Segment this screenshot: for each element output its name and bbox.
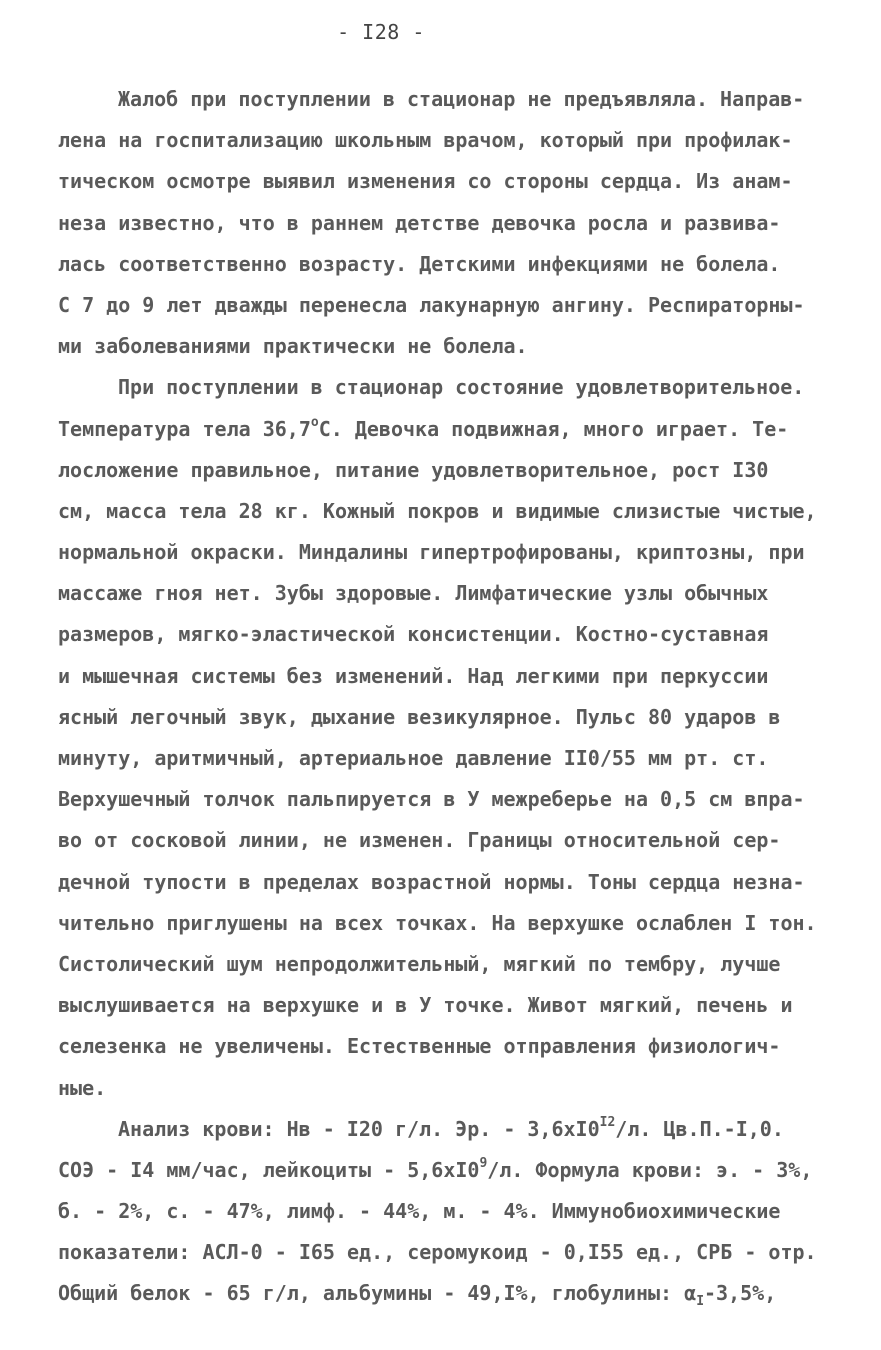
superscript: о bbox=[310, 414, 319, 430]
text-line: неза известно, что в раннем детстве девочка росла и развива- bbox=[58, 210, 781, 235]
text-line: лась соответственно возрасту. Детскими инфекциями не болела. bbox=[58, 251, 781, 276]
text-line: дечной тупости в пределах возрастной нормы. Тоны сердца незна- bbox=[58, 869, 805, 894]
text-line: Верхушечный толчок пальпируется в У межреберье на 0,5 см впра- bbox=[58, 787, 805, 812]
text-line-leukocytes bbox=[58, 1150, 838, 1191]
text-fragment: /л. Цв.П.-I,0. bbox=[615, 1116, 784, 1141]
text-fragment: СОЭ - I4 мм/час, лейкоциты - 5,6хI0 bbox=[58, 1157, 480, 1182]
text-line: размеров, мягко-эластической консистенции. Костно-суставная bbox=[58, 622, 769, 647]
text-line: см, масса тела 28 кг. Кожный покров и видимые слизистые чистые, bbox=[58, 498, 817, 523]
text-line: массаже гноя нет. Зубы здоровые. Лимфатические узлы обычных bbox=[58, 581, 769, 606]
text-line: ми заболеваниями практически не болела. bbox=[58, 334, 528, 359]
text-fragment: Анализ крови: Нв - I20 г/л. Эр. - 3,6хI0 bbox=[118, 1116, 600, 1141]
superscript: 9 bbox=[479, 1156, 488, 1172]
text-line: чительно приглушены на всех точках. На верхушке ослаблен I тон. bbox=[58, 910, 817, 935]
document-body bbox=[58, 79, 838, 1315]
text-line: б. - 2%, с. - 47%, лимф. - 44%, м. - 4%. Иммунобиохимические bbox=[58, 1199, 781, 1224]
text-line: минуту, аритмичный, артериальное давление II0/55 мм рт. ст. bbox=[58, 746, 769, 770]
text-line: ные. bbox=[58, 1075, 107, 1100]
text-line: нормальной окраски. Миндалины гипертрофированы, криптозны, при bbox=[58, 540, 805, 565]
text-fragment: Общий белок - 65 г/л, альбумины - 49,I%, глобулины: bbox=[58, 1281, 685, 1306]
text-line: При поступлении в стационар состояние удовлетворительное. bbox=[118, 375, 805, 400]
text-line-temperature bbox=[58, 409, 838, 450]
text-line: выслушивается на верхушке и в У точке. Живот мягкий, печень и bbox=[58, 993, 793, 1018]
subscript: I bbox=[696, 1294, 705, 1310]
text-line: во от сосковой линии, не изменен. Границы относительной сер- bbox=[58, 828, 781, 853]
text-fragment: -3,5%, bbox=[704, 1281, 777, 1306]
text-line: лосложение правильное, питание удовлетворительное, рост I30 bbox=[58, 457, 769, 482]
text-fragment: /л. Формула крови: э. - 3%, bbox=[487, 1157, 813, 1182]
text-line-globulins bbox=[58, 1273, 838, 1314]
text-line: лена на госпитализацию школьным врачом, который при профилак- bbox=[58, 128, 793, 153]
text-line: селезенка не увеличены. Естественные отправления физиологич- bbox=[58, 1034, 781, 1059]
text-line: тическом осмотре выявил изменения со стороны сердца. Из анам- bbox=[58, 169, 793, 194]
text-line: ясный легочный звук, дыхание везикулярное. Пульс 80 ударов в bbox=[58, 704, 781, 729]
alpha-symbol: α bbox=[684, 1281, 697, 1306]
text-line: показатели: АСЛ-0 - I65 ед., серомукоид - 0,I55 ед., СРБ - отр. bbox=[58, 1240, 817, 1265]
text-line: Жалоб при поступлении в стационар не предъявляла. Направ- bbox=[118, 87, 805, 111]
text-line: Систолический шум непродолжительный, мягкий по тембру, лучше bbox=[58, 951, 781, 976]
superscript: I2 bbox=[599, 1115, 616, 1131]
page-number: - I28 - bbox=[337, 20, 425, 44]
text-fragment: С. Девочка подвижная, много играет. Те- bbox=[318, 416, 789, 441]
text-line: С 7 до 9 лет дважды перенесла лакунарную ангину. Респираторны- bbox=[58, 292, 805, 317]
text-line-blood-analysis bbox=[58, 1109, 838, 1150]
text-fragment: Температура тела 36,7 bbox=[58, 416, 311, 441]
text-line: и мышечная системы без изменений. Над легкими при перкуссии bbox=[58, 663, 769, 688]
